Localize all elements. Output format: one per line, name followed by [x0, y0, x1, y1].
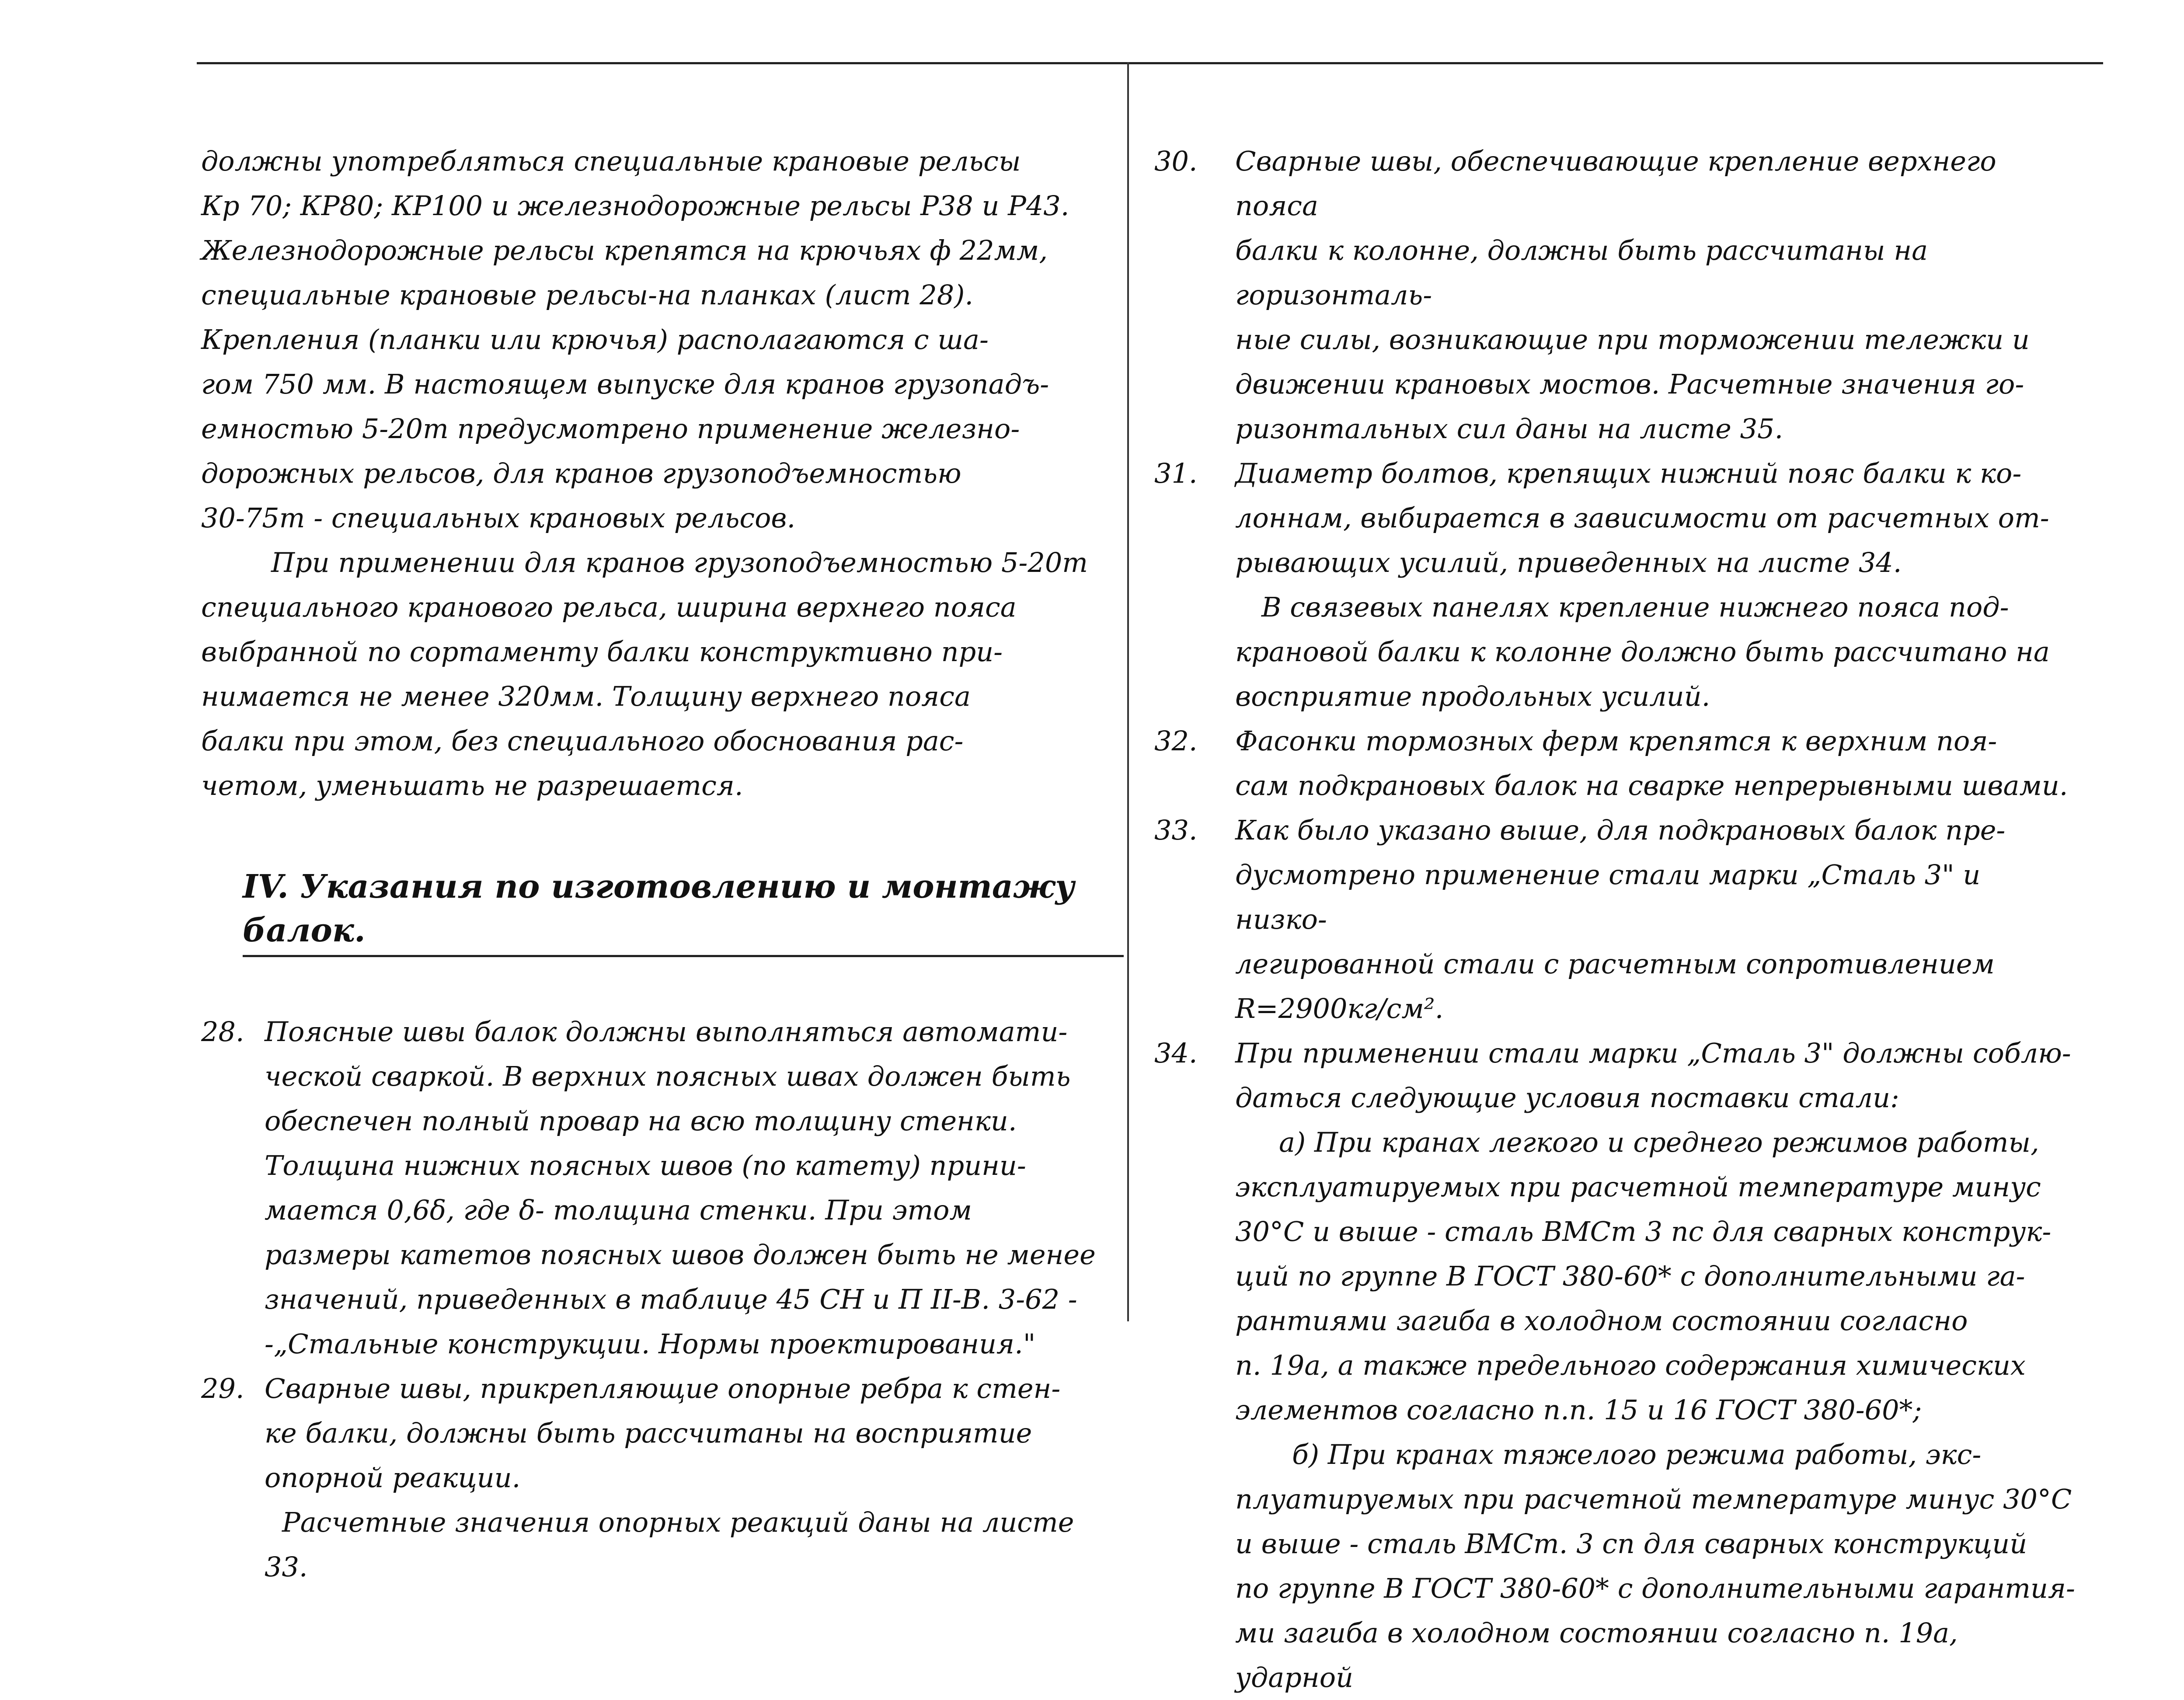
text-line: 30°С и выше - сталь ВМСт 3 пс для сварных конструк- — [1235, 1216, 2052, 1247]
text-line: опорной реакции. — [265, 1462, 521, 1494]
text-line: Расчетные значения опорных реакций даны на листе 33. — [265, 1506, 1074, 1583]
item-number: 31. — [1154, 457, 1198, 489]
text-line: плуатируемых при расчетной температуре минус 30°С — [1235, 1483, 2072, 1515]
text-line: обеспечен полный провар на всю толщину стенки. — [265, 1105, 1017, 1137]
text-line: ке балки, должны быть рассчитаны на восприятие — [265, 1417, 1032, 1449]
text-line: гом 750 мм. В настоящем выпуске для кранов грузопадъ- — [201, 368, 1049, 400]
text-line: Диаметр болтов, крепящих нижний пояс балки к ко- — [1235, 457, 2022, 489]
text-line: емностью 5-20т предусмотрено применение железно- — [201, 413, 1020, 445]
text-line: и выше - сталь ВМСт. 3 сп для сварных конструкций — [1235, 1528, 2027, 1560]
section-heading: IV. Указания по изготовлению и монтажу балок. — [243, 865, 1124, 957]
text-line: ные силы, возникающие при торможении тележки и — [1235, 324, 2030, 355]
item-31 — [1154, 451, 2077, 719]
text-line: крановой балки к колонне должно быть рассчитано на — [1235, 636, 2050, 668]
text-line: балки к колонне, должны быть рассчитаны на горизонталь- — [1235, 234, 1928, 311]
text-line: 30-75т - специальных крановых рельсов. — [201, 502, 796, 534]
left-column — [201, 139, 1124, 1589]
text-line: мается 0,6δ, где δ- толщина стенки. При этом — [265, 1194, 972, 1226]
item-33 — [1154, 808, 2077, 1031]
text-line: Фасонки тормозных ферм крепятся к верхним поя- — [1235, 725, 1997, 757]
item-29 — [201, 1366, 1124, 1589]
text-line: ций по группе В ГОСТ 380-60* с дополнительными га- — [1235, 1260, 2025, 1292]
text-line: п. 19а, а также предельного содержания химических — [1235, 1349, 2026, 1381]
text-line: Железнодорожные рельсы крепятся на крючьях ф 22мм, — [201, 234, 1048, 266]
text-line: должны употребляться специальные крановые рельсы — [201, 145, 1021, 177]
text-line: даться следующие условия поставки стали: — [1235, 1082, 1899, 1114]
item-number: 28. — [201, 1016, 244, 1048]
text-line: легированной стали с расчетным сопротивлением R=2900кг/см². — [1235, 948, 1995, 1024]
text-line: по группе В ГОСТ 380-60* с дополнительными гарантия- — [1235, 1572, 2075, 1604]
text-line: дорожных рельсов, для кранов грузоподъемностью — [201, 457, 961, 489]
text-line: Крепления (планки или крючья) располагаются с ша- — [201, 324, 989, 355]
text-line: значений, приведенных в таблице 45 СН и П II-В. 3-62 - — [265, 1283, 1077, 1315]
item-30 — [1154, 139, 2077, 451]
item-number: 29. — [201, 1373, 244, 1404]
text-line: Сварные швы, обеспечивающие крепление верхнего пояса — [1235, 145, 1996, 222]
item-34-sub-b — [1154, 1432, 2077, 1700]
text-line: лоннам, выбирается в зависимости от расчетных от- — [1235, 502, 2049, 534]
text-line: восприятие продольных усилий. — [1235, 680, 1710, 712]
text-line: б) При кранах тяжелого режима работы, экс- — [1292, 1439, 1982, 1470]
item-32 — [1154, 719, 2077, 808]
item-number: 34. — [1154, 1037, 1198, 1069]
text-line: Толщина нижних поясных швов (по катету) прини- — [265, 1150, 1026, 1181]
text-line: Как было указано выше, для подкрановых балок пре- — [1235, 814, 2006, 846]
text-line: Кр 70; КР80; КР100 и железнодорожные рельсы Р38 и Р43. — [201, 190, 1069, 222]
text-line: специальные крановые рельсы-на планках (лист 28). — [201, 279, 974, 311]
text-line: элементов согласно п.п. 15 и 16 ГОСТ 380-60*; — [1235, 1394, 1922, 1426]
text-line: При применении для кранов грузоподъемностью 5-20т — [271, 547, 1088, 578]
text-line: рантиями загиба в холодном состоянии согласно — [1235, 1305, 1968, 1337]
item-number: 32. — [1154, 725, 1198, 757]
text-line: движении крановых мостов. Расчетные значения го- — [1235, 368, 2024, 400]
item-34-sub-a — [1154, 1120, 2077, 1432]
text-line: дусмотрено применение стали марки „Сталь 3" и низко- — [1235, 859, 1981, 935]
text-line: ческой сваркой. В верхних поясных швах должен быть — [265, 1060, 1071, 1092]
item-number: 30. — [1154, 145, 1198, 177]
text-line: нимается не менее 320мм. Толщину верхнего пояса — [201, 680, 971, 712]
text-line: рывающих усилий, приведенных на листе 34. — [1235, 547, 1902, 578]
item-28 — [201, 1010, 1124, 1366]
rail-width-paragraph — [201, 540, 1124, 808]
text-line: размеры катетов поясных швов должен быть не менее — [265, 1239, 1096, 1271]
text-line: четом, уменьшать не разрешается. — [201, 770, 743, 801]
text-line: Сварные швы, прикрепляющие опорные ребра к стен- — [265, 1373, 1061, 1404]
text-line: выбранной по сортаменту балки конструктивно при- — [201, 636, 1003, 668]
text-line: -„Стальные конструкции. Нормы проектирования." — [265, 1328, 1036, 1360]
item-34 — [1154, 1031, 2077, 1120]
text-line: ризонтальных сил даны на листе 35. — [1235, 413, 1783, 445]
text-line: а) При кранах легкого и среднего режимов работы, — [1279, 1126, 2039, 1158]
text-line: ми загиба в холодном состоянии согласно п. 19а, ударной — [1235, 1617, 1958, 1693]
text-line: При применении стали марки „Сталь 3" должны соблю- — [1235, 1037, 2071, 1069]
text-line: Поясные швы балок должны выполняться автомати- — [265, 1016, 1068, 1048]
text-line: В связевых панелях крепление нижнего пояса под- — [1261, 591, 2009, 623]
right-column — [1154, 139, 2077, 1700]
column-divider — [1127, 62, 1129, 1321]
item-number: 33. — [1154, 814, 1198, 846]
top-rule — [197, 62, 2103, 64]
text-line: специального кранового рельса, ширина верхнего пояса — [201, 591, 1017, 623]
text-line: эксплуатируемых при расчетной температуре минус — [1235, 1171, 2041, 1203]
intro-paragraph — [201, 139, 1124, 540]
text-line: сам подкрановых балок на сварке непрерывными швами. — [1235, 770, 2068, 801]
text-line: балки при этом, без специального обоснования рас- — [201, 725, 964, 757]
